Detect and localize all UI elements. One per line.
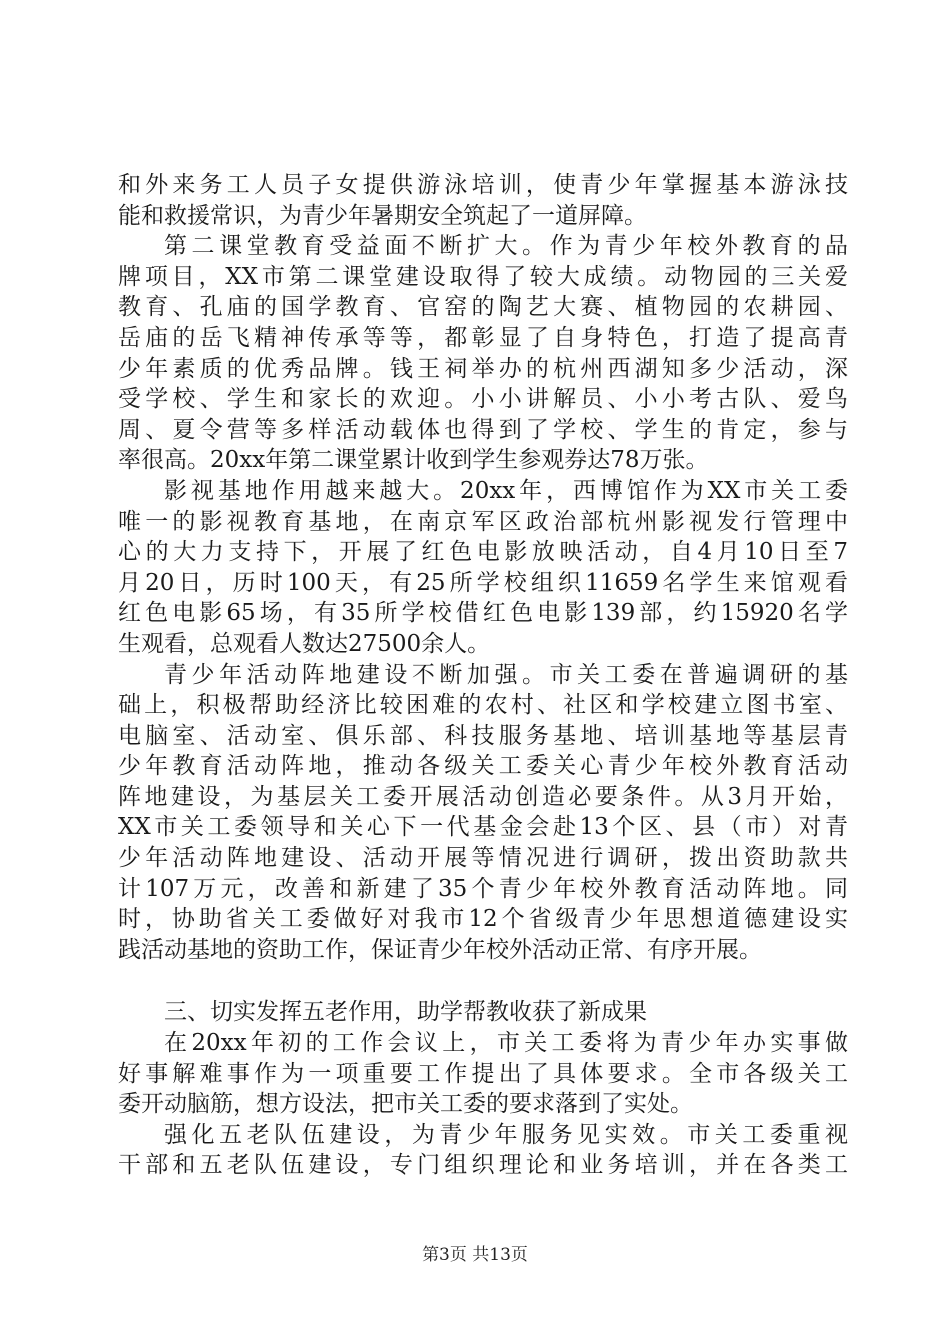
section-heading: 三、切实发挥五老作用，助学帮教收获了新成果 (164, 999, 647, 1026)
text-line: 委开动脑筋，想方设法，把市关工委的要求落到了实处。 (118, 1091, 693, 1118)
text-line: 能和救援常识，为青少年暑期安全筑起了一道屏障。 (118, 202, 647, 229)
text-line: 岳庙的岳飞精神传承等等，都彰显了自身特色，打造了提高青 (118, 324, 848, 351)
text-line: 计107万元，改善和新建了35个青少年校外教育活动阵地。同 (118, 875, 848, 902)
text-line: 第二课堂教育受益面不断扩大。作为青少年校外教育的品 (164, 233, 848, 260)
text-line: 时，协助省关工委做好对我市12个省级青少年思想道德建设实 (118, 906, 848, 933)
text-line: 红色电影65场，有35所学校借红色电影139部，约15920名学 (118, 600, 848, 627)
text-line: 心的大力支持下，开展了红色电影放映活动，自4月10日至7 (118, 539, 848, 566)
text-line: 和外来务工人员子女提供游泳培训，使青少年掌握基本游泳技 (118, 172, 848, 198)
text-line: XX市关工委领导和关心下一代基金会赴13个区、县（市）对青 (118, 814, 848, 841)
text-line: 牌项目，XX市第二课堂建设取得了较大成绩。动物园的三关爱 (118, 263, 848, 290)
page-number-label: 第3页 共13页 (422, 1245, 528, 1265)
text-line: 践活动基地的资助工作，保证青少年校外活动正常、有序开展。 (118, 936, 762, 963)
text-line: 率很高。20xx年第二课堂累计收到学生参观券达78万张。 (118, 447, 709, 474)
text-line: 唯一的影视教育基地，在南京军区政治部杭州影视发行管理中 (118, 508, 848, 535)
text-line: 电脑室、活动室、俱乐部、科技服务基地、培训基地等基层青 (118, 722, 848, 749)
page-footer (0, 1240, 950, 1265)
text-line: 阵地建设，为基层关工委开展活动创造必要条件。从3月开始， (118, 783, 848, 810)
text-line: 教育、孔庙的国学教育、官窑的陶艺大赛、植物园的农耕园、 (118, 294, 848, 321)
document-body (118, 170, 848, 1181)
text-line: 受学校、学生和家长的欢迎。小小讲解员、小小考古队、爱鸟 (118, 386, 848, 413)
text-line: 少年素质的优秀品牌。钱王祠举办的杭州西湖知多少活动，深 (118, 355, 848, 382)
text-line: 影视基地作用越来越大。20xx年，西博馆作为XX市关工委 (164, 477, 848, 504)
text-line: 在20xx年初的工作会议上，市关工委将为青少年办实事做 (164, 1030, 848, 1057)
text-line: 少年教育活动阵地，推动各级关工委关心青少年校外教育活动 (118, 753, 848, 780)
text-line: 强化五老队伍建设，为青少年服务见实效。市关工委重视 (164, 1121, 848, 1148)
text-line: 青少年活动阵地建设不断加强。市关工委在普遍调研的基 (164, 661, 848, 688)
text-line: 周、夏令营等多样活动载体也得到了学校、学生的肯定，参与 (118, 416, 848, 443)
text-line: 础上，积极帮助经济比较困难的农村、社区和学校建立图书室、 (118, 692, 848, 719)
text-line: 月20日，历时100天，有25所学校组织11659名学生来馆观看 (118, 569, 848, 596)
text-line: 少年活动阵地建设、活动开展等情况进行调研，拨出资助款共 (118, 845, 848, 872)
text-line: 好事解难事作为一项重要工作提出了具体要求。全市各级关工 (118, 1060, 848, 1087)
paragraph-spacer (118, 965, 848, 997)
text-line: 生观看，总观看人数达27500余人。 (118, 630, 491, 657)
text-line: 干部和五老队伍建设，专门组织理论和业务培训，并在各类工 (118, 1152, 848, 1179)
